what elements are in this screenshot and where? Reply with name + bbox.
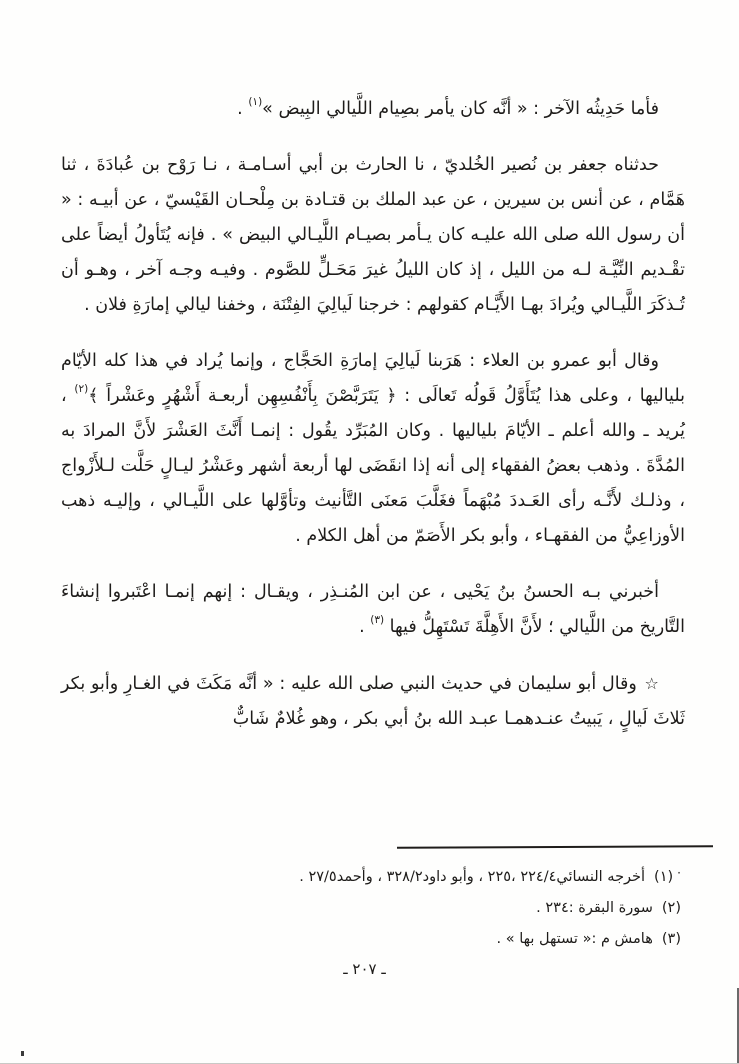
para-isnad <box>61 148 685 323</box>
footnote-text: أخرجه النسائي٢٢٤/٤ ،٢٢٥ ، وأبو داود٣٢٨/٢ ، وأحمد٢٧/٥ . <box>299 869 646 885</box>
footnote-prefix-dot: · <box>677 866 681 880</box>
footnote-separator-rule <box>397 845 713 848</box>
footnote-ref: (١) <box>248 96 263 108</box>
footnote-ref: (٢) <box>74 383 89 395</box>
footnotes <box>111 858 681 955</box>
para-hadith-intro <box>61 92 685 127</box>
footnote-text: سورة البقرة :٢٣٤ . <box>536 900 653 916</box>
star-icon: ☆ <box>644 674 660 693</box>
footnote-marker: (٢) <box>661 900 681 916</box>
scan-artifact-speck <box>21 1051 24 1056</box>
body-text-run: . <box>359 617 371 637</box>
body-text-run: وقال أبو سليمان في حديث النبي صلى الله عليه : « أنَّه مَكَثَ في الغـارِ وأبو بكر ثَلاثَ لَيالٍ ، يَبيتُ عنـدهمـا عبـد الله بنُ أبي بكر ، وهو غُلامٌ شَابٌّ <box>61 674 685 729</box>
footnote-item <box>111 924 681 955</box>
footnote-item <box>111 893 681 924</box>
body-text-run: أخبرني بـه الحسنُ بنُ يَحْيى ، عن ابن المُنـذِر ، ويقـال : إنهم إنمـا اعْتَبروا إنشاءَ التَّاريخ من اللَّيالي ؛ لأَنَّ الأَهِلَّةَ تَسْتَهِلُّ فيها <box>61 582 685 637</box>
footnote-marker: (٣) <box>661 931 681 947</box>
body-text-run: وقال أبو عمرو بن العلاء : هَرَبنا لَيالِيَ إمارَةِ الحَجَّاج ، وإنما يُراد في هذا كله الأيّام بلياليها ، وعلى هذا يُتَأَوَّلُ قَولُه تَعالَى : ﴿ يَتَرَبَّصْنَ بِأَنْفُسِهِن أربعـة أَشْهُرٍ وعَشْراً ﴾ <box>61 351 685 406</box>
para-hasan-ibn-yahya <box>61 575 685 645</box>
para-abu-sulayman <box>61 666 685 737</box>
body-text-run: ، يُريد ـ والله أعلم ـ الأيّامَ بلياليها . وكان المُبَرِّد يقُول : إنمـا أَنَّثَ العَشْرَ لأَنَّ المرادَ به المُدَّةَ . وذهب بعضُ الفقهاء إلى أنه إذا انقَضَى لها أربعة أشهر وعَشْرُ ليـالٍ حَلَّت لـلأَزْواج ، وذلـك لأَنَّـه رأى العَـددَ مُبْهَماً فغَلَّبَ مَعنَى التَّأنيث وتأوَّلها على اللَّيـالي ، وإليـه ذهب الأوزاعِيُّ من الفقهـاء ، وأبو بكر الأَصَمّ من أهل الكلام . <box>61 386 685 546</box>
footnote-ref: (٣) <box>370 614 385 626</box>
footnote-marker: (١) <box>654 869 674 885</box>
page-number: ـ ٢٠٧ ـ <box>343 960 386 978</box>
body-text <box>61 92 685 737</box>
body-text-run: . <box>237 99 249 119</box>
footnote-text: هامش م :« تستهل بها » . <box>496 931 653 947</box>
body-text-run: حدثناه جعفر بن نُصير الخُلديّ ، نا الحارث بن أبي أسـامـة ، نـا رَوْح بن عُبادَةَ ، ثنا هَمَّام ، عن أنس بن سيرين ، عن عبد الملك بن قتـادة بن مِلْحـان القَيْسيّ ، عن أبيـه : « أن رسول الله صلى الله عليـه كان يـأمر بصيـام اللَّيـالي البيض » . فإنه يُتَأولُ أيضاً على تقْـديم النِّيَّـة لـه من الليل ، إذ كان الليلُ غيرَ مَحَـلٍّ للصَّوم . وفيـه وجـه آخر ، وهـو أن تُـذكَرَ اللَّيـالي ويُرادَ بهـا الأَيَّـام كقولهم : خرجنا لَيالِيَ الفِتْنَة ، وخفنا ليالي إمارَةِ فلان . <box>61 155 685 315</box>
body-text-run: فأما حَدِيثُه الآخر : « أنَّه كان يأمر بصِيام اللَّيالي البِيض » <box>262 99 659 119</box>
para-abu-amr <box>61 344 685 554</box>
footnote-item <box>111 858 681 893</box>
